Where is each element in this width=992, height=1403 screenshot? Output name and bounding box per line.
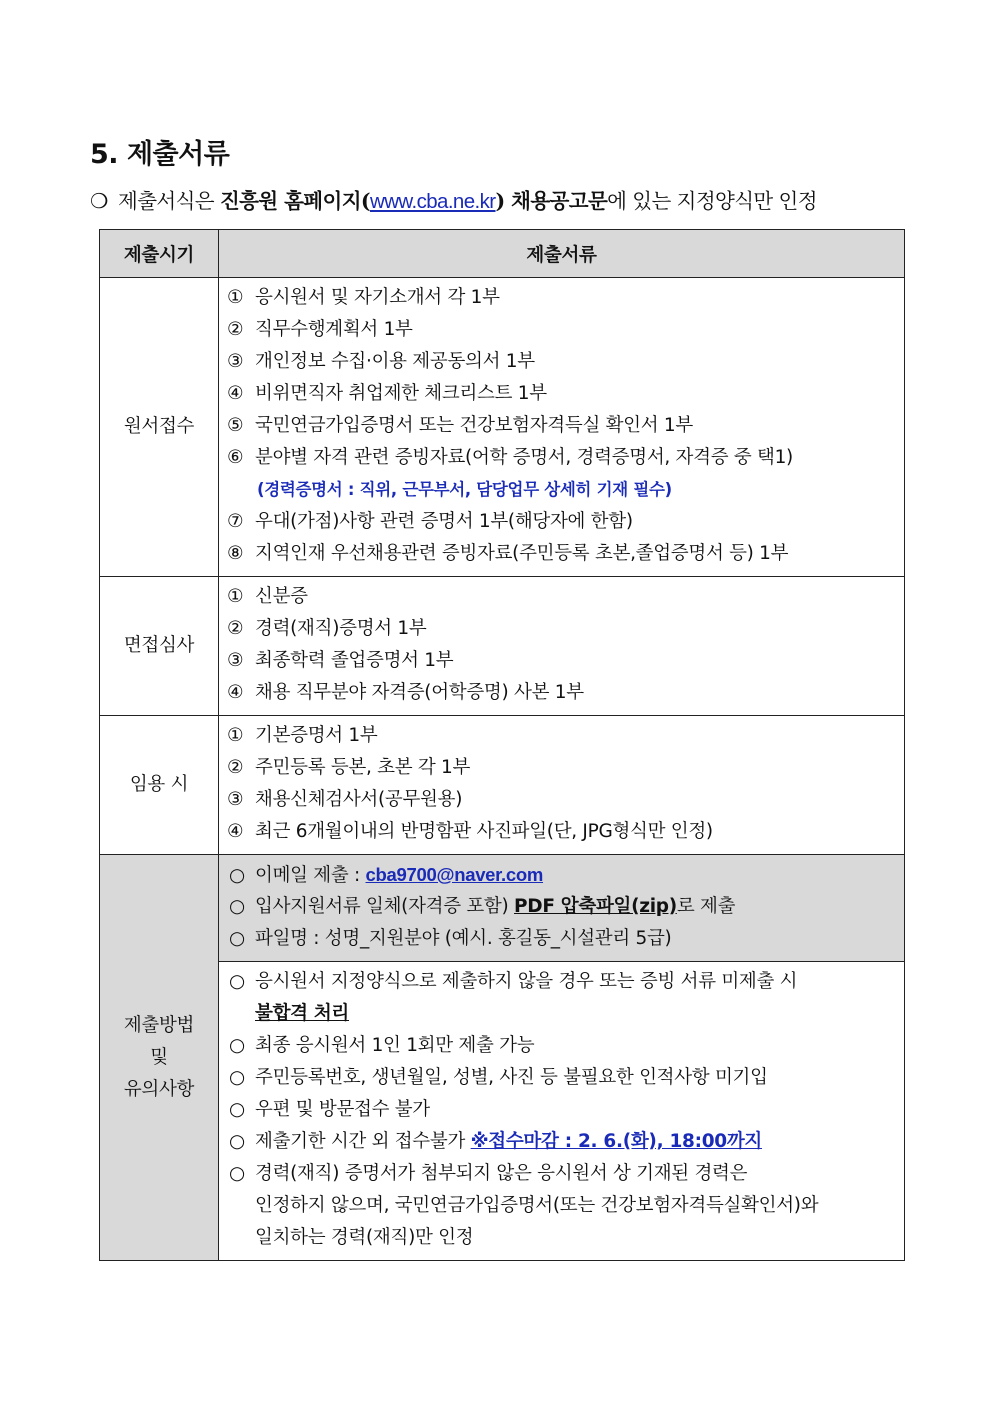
list-item: ④ 채용 직무분야 자격증(어학증명) 사본 1부	[227, 682, 584, 703]
circle-bullet-icon: ○	[229, 896, 245, 917]
list-item: ⑧ 지역인재 우선채용관련 증빙자료(주민등록 초본,졸업증명서 등) 1부	[227, 543, 789, 564]
header-timing: 제출시기	[100, 230, 219, 278]
list-item: ○ 입사지원서류 일체(자격증 포함) PDF 압축파일(zip)로 제출	[227, 891, 896, 923]
table-row-method-notes	[100, 962, 905, 1261]
deadline-text: ※접수마감 : 2. 6.(화), 18:00까지	[470, 1131, 762, 1152]
list-item: ③ 개인정보 수집·이용 제공동의서 1부	[227, 351, 535, 372]
label-application: 원서접수	[100, 278, 219, 577]
circle-bullet-icon: ❍	[90, 189, 108, 213]
intro-suffix: 에 있는 지정양식만 인정	[607, 189, 817, 213]
table-row-method-submit	[100, 855, 905, 962]
label-appointment: 임용 시	[100, 716, 219, 855]
intro-prefix: 제출서식은	[118, 189, 220, 213]
list-item: ③ 최종학력 졸업증명서 1부	[227, 650, 454, 671]
list-item: ① 신분증	[227, 586, 308, 607]
header-documents: 제출서류	[219, 230, 905, 278]
email-link[interactable]: cba9700@naver.com	[365, 864, 544, 885]
section-title: 5. 제출서류	[90, 139, 230, 170]
label-interview: 면접심사	[100, 577, 219, 716]
circle-bullet-icon: ○	[229, 928, 245, 949]
application-items	[219, 278, 905, 577]
list-item: ⑥ 분야별 자격 관련 증빙자료(어학 증명서, 경력증명서, 자격증 중 택1)	[227, 447, 793, 468]
table-row-application	[100, 278, 905, 577]
list-item: ○ 제출기한 시간 외 접수불가 ※접수마감 : 2. 6.(화), 18:00까지	[227, 1126, 896, 1158]
list-item: ④ 비위면직자 취업제한 체크리스트 1부	[227, 383, 547, 404]
circle-bullet-icon: ○	[229, 865, 245, 886]
list-item: ① 응시원서 및 자기소개서 각 1부	[227, 287, 500, 308]
list-item: ○ 응시원서 지정양식으로 제출하지 않을 경우 또는 증빙 서류 미제출 시 불합격 처리	[227, 966, 896, 1030]
submit-items	[219, 855, 905, 962]
circle-bullet-icon: ○	[229, 971, 245, 992]
list-item: ④ 최근 6개월이내의 반명함판 사진파일(단, JPG형식만 인정)	[227, 821, 713, 842]
list-item: ② 직무수행계획서 1부	[227, 319, 413, 340]
circle-bullet-icon: ○	[229, 1035, 245, 1056]
label-method: 제출방법 및 유의사항	[100, 855, 219, 1261]
list-item: ① 기본증명서 1부	[227, 725, 378, 746]
appointment-items	[219, 716, 905, 855]
list-item: ⑤ 국민연금가입증명서 또는 건강보험자격득실 확인서 1부	[227, 415, 693, 436]
list-item: ○ 우편 및 방문접수 불가	[227, 1094, 896, 1126]
career-note: (경력증명서 : 직위, 근무부서, 담당업무 상세히 기재 필수)	[257, 480, 672, 499]
list-item: ○ 주민등록번호, 생년월일, 성별, 사진 등 불필요한 인적사항 미기입	[227, 1062, 896, 1094]
list-item: ○ 이메일 제출 : cba9700@naver.com	[227, 859, 896, 891]
interview-items	[219, 577, 905, 716]
table-header-row	[100, 230, 905, 278]
list-item: ⑦ 우대(가점)사항 관련 증명서 1부(해당자에 한함)	[227, 511, 633, 532]
circle-bullet-icon: ○	[229, 1099, 245, 1120]
list-item: ○ 파일명 : 성명_지원분야 (예시. 홍길동_시설관리 5급)	[227, 923, 896, 955]
list-item: ○ 최종 응시원서 1인 1회만 제출 가능	[227, 1030, 896, 1062]
circle-bullet-icon: ○	[229, 1163, 245, 1184]
table-row-interview	[100, 577, 905, 716]
intro-bold-1: 진흥원 홈페이지(	[219, 189, 370, 213]
list-item: ③ 채용신체검사서(공무원용)	[227, 789, 463, 810]
homepage-link[interactable]: www.cba.ne.kr	[370, 190, 496, 213]
circle-bullet-icon: ○	[229, 1067, 245, 1088]
list-item: ○ 경력(재직) 증명서가 첨부되지 않은 응시원서 상 기재된 경력은 인정하지 않으며, 국민연금가입증명서(또는 건강보험자격득실확인서)와 일치하는 경력(재직)만 인정	[227, 1158, 896, 1254]
table-row-appointment	[100, 716, 905, 855]
intro-line	[90, 186, 890, 217]
list-item: ② 경력(재직)증명서 1부	[227, 618, 427, 639]
circle-bullet-icon: ○	[229, 1131, 245, 1152]
list-item: ② 주민등록 등본, 초본 각 1부	[227, 757, 471, 778]
documents-table	[99, 229, 905, 1261]
notes-items	[219, 962, 905, 1261]
intro-bold-2: ) 채용공고문	[495, 189, 608, 213]
